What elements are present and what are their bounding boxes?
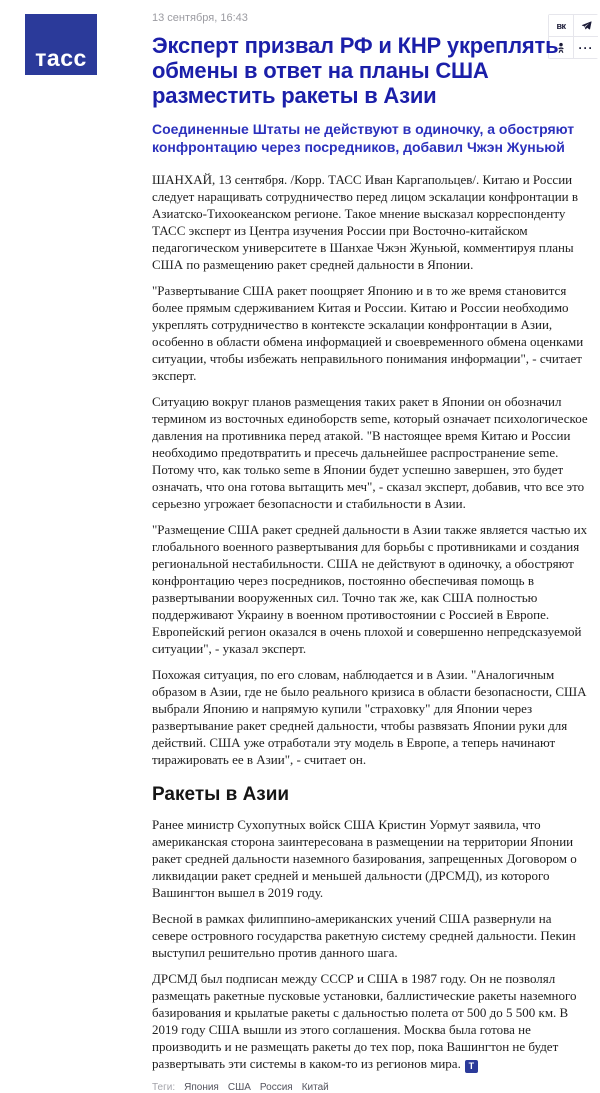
section-heading: Ракеты в Азии [152, 784, 290, 805]
tag-link[interactable]: Япония [184, 1082, 219, 1093]
tass-logo-text: тасс [35, 45, 87, 71]
tass-endmark-badge: Т [465, 1060, 478, 1073]
paragraph-text: ДРСМД был подписан между СССР и США в 1987 году. Он не позволял размещать ракетные пусковые установки, баллистические ракеты наземного базирования и крылатые ракеты с дальностью полета от 500 до 5 500 км. В 2019 году США вышли из этого соглашения. Москва была готова не производить и не размещать ракеты до тех пор, пока Вашингтон не будет развертывать эти системы в каком-то из регионов мира. [152, 971, 577, 1071]
article [152, 12, 588, 1093]
paragraph: Ситуацию вокруг планов размещения таких ракет в Японии он обозначил термином из восточных единоборств seme, который означает психологическое давления на противника перед атакой. "В настоящее время Китаю и России необходимо предотвратить и пресечь дальнейшее распространение seme. Потому что, как только seme в Японии будет успешно завершен, это будет означать, что она готова вытащить меч", - сказал эксперт, добавив, что все это серьезно угрожает безопасности и стабильности в Азии. [152, 394, 588, 511]
share-more-button[interactable]: ··· [574, 37, 598, 58]
article-date: 13 сентября, 16:43 [152, 12, 248, 24]
tag-link[interactable]: Китай [301, 1082, 329, 1093]
paragraph: ШАНХАЙ, 13 сентября. /Корр. ТАСС Иван Каргапольцев/. Китаю и России следует наращивать сотрудничество перед лицом эскалации конфронтации в Азиатско-Тихоокеанском регионе. Такое мнение высказал корреспонденту ТАСС эксперт из Центра изучения России при Восточно-китайском педагогическом университете в Шанхае Чжэн Жуньюй, комментируя планы США по размещению ракет средней дальности в Японии. [152, 172, 578, 272]
paragraph: Похожая ситуация, по его словам, наблюдается и в Азии. "Аналогичным образом в Азии, где не было реального кризиса в области безопасности, США выбрали Японию и напрямую купили "страховку" для Японии через развертывание ракет средней дальности, чтобы развязать Японии руки для действий. США уже отработали эту модель в Европе, а теперь начинают тиражировать ее в Азии", - считает он. [152, 667, 587, 767]
paragraph: "Развертывание США ракет поощряет Японию и в то же время становится более прямым сдерживанием Китая и России. Китаю и России необходимо укреплять сотрудничество в контексте эскалации конфронтации в Азии, особенно в области обмена информацией и своевременного обмена оценками ситуации, чтобы избежать неправильного понимания информации", - считает эксперт. [152, 283, 584, 383]
paragraph: Весной в рамках филиппино-американских учений США развернули на севере островного государства ракетную систему средней дальности. Пекин выступил решительно против данного шага. [152, 911, 576, 960]
paragraph: Ранее министр Сухопутных войск США Кристин Уормут заявила, что американская сторона заинтересована в размещении на территории Японии ракет средней дальности наземного базирования, запрещенных Договором о ликвидации ракет средней и меньшей дальности (ДРСМД), из которого Вашингтон вышел в 2019 году. [152, 817, 577, 900]
tags-row [152, 1082, 588, 1093]
paragraph: "Размещение США ракет средней дальности в Азии также является частью их глобального военного развертывания для борьбы с противниками и создания региональной нестабильности. США не действуют в одиночку, а обостряют конфронтацию через посредников, постоянно обеспечивая помощь в развертывании вооруженных сил. Точно так же, как США полностью поддерживают Украину в военном противостоянии с Россией в Европе. Европейский регион оказался в очень плохой и совершенно непредсказуемой ситуации", - указал эксперт. [152, 522, 588, 656]
tag-link[interactable]: США [227, 1082, 251, 1093]
tass-logo[interactable] [25, 14, 97, 75]
vk-icon: вк [556, 20, 566, 31]
tags-label: Теги: [152, 1082, 176, 1093]
tag-link[interactable]: Россия [259, 1082, 293, 1093]
article-subtitle: Соединенные Штаты не действуют в одиночку, а обостряют конфронтацию через посредников, добавил Чжэн Жуньюй [152, 121, 575, 155]
article-title: Эксперт призвал РФ и КНР укреплять обмены в ответ на планы США разместить ракеты в Азии [152, 33, 559, 108]
article-body [152, 171, 588, 1073]
paragraph [152, 970, 588, 1073]
